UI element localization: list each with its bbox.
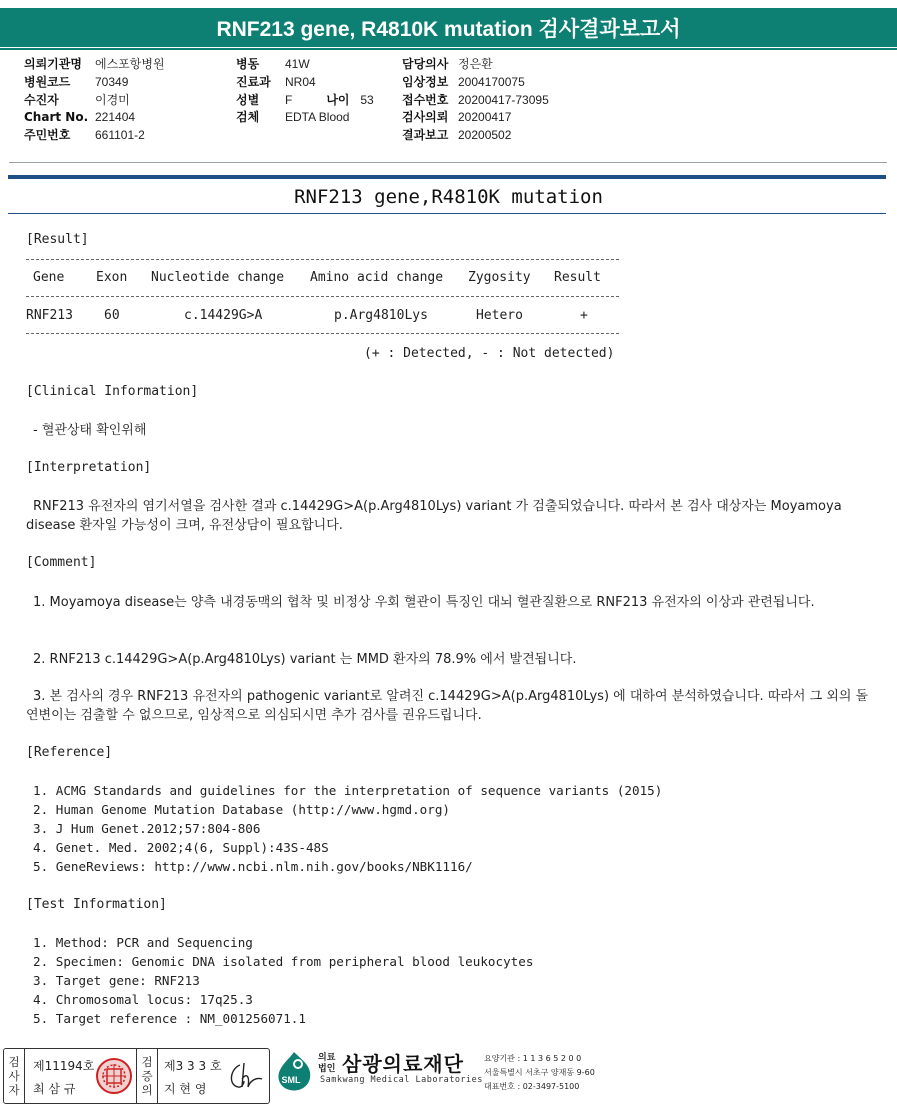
info-value: 661101-2 [95,128,145,143]
test-info-item: 5. Target reference : NM_001256071.1 [33,1011,306,1026]
info-value: 20200417 [458,110,512,125]
interpretation-text: RNF213 유전자의 염기서열을 검사한 결과 c.14429G>A(p.Arg4810Lys) variant 가 검출되었습니다. 따라서 본 검사 대상자는 Moyamoya disease 환자일 가능성이 크며, 유전상담이 필요합니다. [26,499,842,533]
col-header-nucleotide: Nucleotide change [151,270,285,285]
clinical-section-label: [Clinical Information] [26,384,199,399]
org-type [318,1053,335,1075]
signature-box [3,1048,270,1104]
info-row [236,109,374,127]
reviewer-label-char: 검 [141,1055,153,1069]
col-header-exon: Exon [96,270,128,285]
info-row [236,74,374,92]
info-row [402,74,549,92]
info-row [24,56,165,74]
col-header-zygosity: Zygosity [468,270,531,285]
info-row [24,92,165,110]
inspector-license-no: 제11194호 [33,1059,95,1073]
comment-item-1: 1. Moyamoya disease는 양측 내경동맥의 협착 및 비정상 우회 혈관이 특징인 대뇌 혈관질환으로 RNF213 유전자의 이상과 관련됩니다. [33,595,815,610]
cell-amino-acid: p.Arg4810Lys [334,308,428,323]
info-label: 병원코드 [24,74,71,89]
info-label: Chart No. [24,110,89,125]
info-value: 70349 [95,74,129,89]
table-rule-bottom [26,333,619,334]
info-label: 성별 [236,92,260,107]
inspector-label-char: 검 [8,1055,20,1069]
info-label: 검사의뢰 [402,110,449,125]
reviewer-label-char: 증 [141,1069,153,1083]
reviewer-license-no: 제3 3 3 호 [164,1059,222,1073]
reference-item: 1. ACMG Standards and guidelines for the interpretation of sequence variants (2015) [33,783,663,798]
reviewer-label-char: 의 [141,1083,153,1097]
reviewer-name: 지 현 영 [164,1082,207,1096]
org-address: 서울특별시 서초구 양재동 9-60 [484,1068,595,1077]
table-rule-mid [26,296,619,297]
reference-section-label: [Reference] [26,745,113,760]
info-row [24,74,165,92]
age-value: 53 [360,92,374,107]
info-label: 담당의사 [402,57,449,71]
org-english-name: Samkwang Medical Laboratories [320,1075,483,1085]
title-rule [0,48,897,50]
logo-text: SML [281,1075,301,1085]
info-row [402,109,549,127]
col-header-gene: Gene [33,270,65,285]
info-row [24,109,165,127]
cell-zygosity: Hetero [476,308,523,323]
info-value: 정은환 [458,57,493,71]
info-value: F [285,92,293,107]
info-label: 검체 [236,110,260,125]
col-header-result: Result [554,270,601,285]
info-row [402,56,549,74]
patient-info-col3 [402,56,549,145]
result-legend: (+ : Detected, - : Not detected) [364,346,615,361]
reviewer-signature-icon [226,1059,266,1093]
reference-item: 2. Human Genome Mutation Database (http://www.hgmd.org) [33,802,451,817]
report-title: RNF213 gene,R4810K mutation [294,186,603,208]
patient-info-col2 [236,56,374,127]
inspector-seal-icon [94,1056,134,1096]
info-row [402,127,549,145]
reference-item: 4. Genet. Med. 2002;4(6, Suppl):43S-48S [33,840,329,855]
org-name: 삼광의료재단 [342,1052,464,1076]
report-footer [0,1046,897,1113]
sml-logo-icon [272,1050,316,1094]
comment-item-3: 3. 본 검사의 경우 RNF213 유전자의 pathogenic variant로 알려진 c.14429G>A(p.Arg4810Lys) 에 대하여 분석하였습니다. 따라서 그 외의 돌연변이는 검출할 수 없으므로, 임상적으로 의심되시면 추가 검사를 권유드립니다. [26,689,869,723]
info-value: 2004170075 [458,74,525,89]
cell-result: + [580,308,588,323]
org-code: 요양기관 : 1 1 3 6 5 2 0 0 [484,1054,582,1063]
info-label: 주민번호 [24,128,71,143]
test-info-section-label: [Test Information] [26,897,167,912]
org-contact [484,1052,595,1094]
test-info-item: 2. Specimen: Genomic DNA isolated from peripheral blood leukocytes [33,954,534,969]
info-value: 41W [285,57,310,71]
reviewer-label [136,1049,158,1103]
info-value: 에스포항병원 [95,57,165,71]
org-type-top: 의료 [318,1053,336,1063]
info-label: 접수번호 [402,92,449,107]
info-label: 수진자 [24,92,59,107]
header-divider [9,162,887,163]
info-value: EDTA Blood [285,110,350,125]
org-type-bottom: 법인 [318,1064,336,1074]
inspector-name: 최 삼 규 [33,1082,76,1096]
info-label: 의뢰기관명 [24,57,82,71]
info-row [236,56,374,74]
patient-info-col1 [24,56,165,145]
inspector-label [4,1049,25,1103]
test-info-item: 4. Chromosomal locus: 17q25.3 [33,992,253,1007]
info-value: 221404 [95,110,136,125]
info-label: 결과보고 [402,128,449,143]
org-phone: 대표번호 : 02-3497-5100 [484,1082,580,1091]
info-label: 임상정보 [402,74,449,89]
cell-exon: 60 [104,308,120,323]
inspector-label-char: 자 [8,1083,20,1097]
cell-nucleotide: c.14429G>A [184,308,263,323]
interpretation-section-label: [Interpretation] [26,460,152,475]
info-label: 진료과 [236,74,271,89]
comment-section-label: [Comment] [26,555,97,570]
info-row [24,127,165,145]
result-section-label: [Result] [26,232,89,247]
info-row [236,92,374,110]
table-rule-top [26,259,619,260]
info-row [402,92,549,110]
reference-item: 3. J Hum Genet.2012;57:804-806 [33,821,261,836]
info-value: 20200502 [458,128,512,143]
age-label: 나이 [326,92,350,107]
info-label: 병동 [236,57,260,71]
test-info-item: 3. Target gene: RNF213 [33,973,200,988]
col-header-amino-acid: Amino acid change [310,270,444,285]
comment-item-2: 2. RNF213 c.14429G>A(p.Arg4810Lys) variant 는 MMD 환자의 78.9% 에서 발견됩니다. [33,652,577,667]
info-value: 이경미 [95,92,130,107]
info-value: NR04 [285,74,316,89]
test-info-item: 1. Method: PCR and Sequencing [33,935,253,950]
clinical-text: - 혈관상태 확인위해 [33,423,147,438]
title-rule-top [8,175,886,179]
report-header-title: RNF213 gene, R4810K mutation 검사결과보고서 [0,8,897,47]
reference-item: 5. GeneReviews: http://www.ncbi.nlm.nih.gov/books/NBK1116/ [33,859,473,874]
info-value: 20200417-73095 [458,92,549,107]
cell-gene: RNF213 [26,308,73,323]
title-rule-bottom [8,213,886,214]
inspector-label-char: 사 [8,1069,20,1083]
